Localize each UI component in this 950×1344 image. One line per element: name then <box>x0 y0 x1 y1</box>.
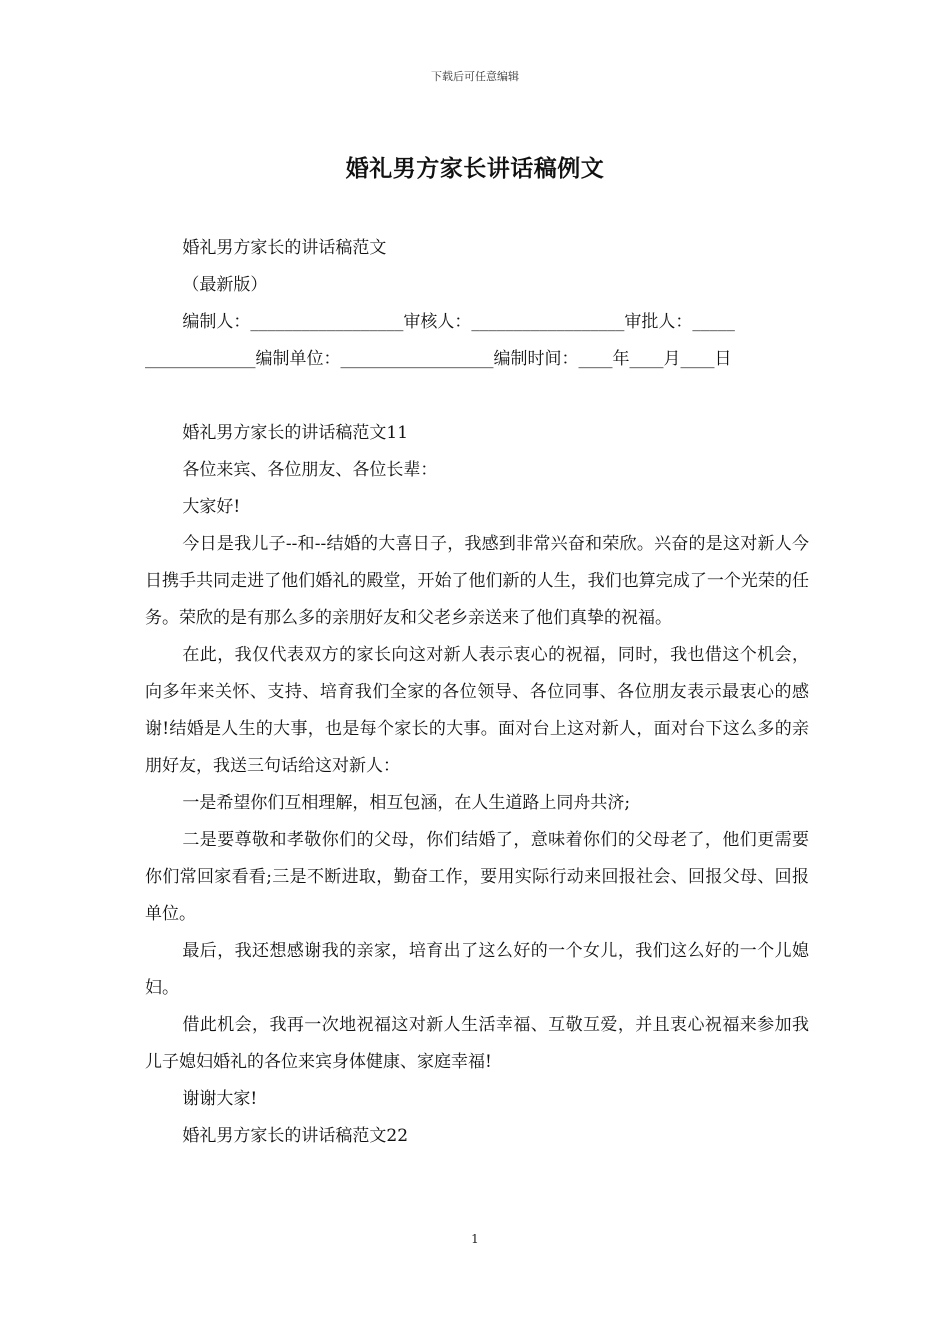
closing-paragraph: 谢谢大家! <box>182 1089 258 1109</box>
form-line-2: _____________编制单位：__________________编制时间：____年____月____日 <box>145 349 732 369</box>
blank-line <box>145 378 809 415</box>
page-header-note: 下载后可任意编辑 <box>431 70 519 83</box>
document-body <box>145 230 809 1155</box>
document-title: 婚礼男方家长讲话稿例文 <box>345 155 605 182</box>
salutation-paragraph: 各位来宾、各位朋友、各位长辈： <box>182 460 438 480</box>
greeting-paragraph: 大家好! <box>182 497 241 517</box>
edition-paragraph: （最新版） <box>182 275 268 295</box>
form-line-1: 编制人：__________________审核人：__________________审批人：_____ <box>182 312 735 332</box>
body-paragraph: 在此，我仅代表双方的家长向这对新人表示衷心的祝福，同时，我也借这个机会，向多年来关怀、支持、培育我们全家的各位领导、各位同事、各位朋友表示最衷心的感谢!结婚是人生的大事，也是每个家长的大事。面对台上这对新人，面对台下这么多的亲朋好友，我送三句话给这对新人： <box>145 645 809 776</box>
body-paragraph: 一是希望你们互相理解，相互包涵，在人生道路上同舟共济; <box>182 793 631 813</box>
section-heading-2: 婚礼男方家长的讲话稿范文22 <box>182 1126 409 1146</box>
section-heading-1: 婚礼男方家长的讲话稿范文11 <box>182 423 409 443</box>
body-paragraph: 借此机会，我再一次地祝福这对新人生活幸福、互敬互爱，并且衷心祝福来参加我儿子媳妇婚礼的各位来宾身体健康、家庭幸福! <box>145 1015 809 1072</box>
body-paragraph: 最后，我还想感谢我的亲家，培育出了这么好的一个女儿，我们这么好的一个儿媳妇。 <box>145 941 809 998</box>
body-paragraph: 二是要尊敬和孝敬你们的父母，你们结婚了，意味着你们的父母老了，他们更需要你们常回家看看;三是不断进取，勤奋工作，要用实际行动来回报社会、回报父母、回报单位。 <box>145 830 809 924</box>
page-number: 1 <box>471 1232 479 1246</box>
subtitle-paragraph: 婚礼男方家长的讲话稿范文 <box>182 238 387 258</box>
body-paragraph: 今日是我儿子--和--结婚的大喜日子，我感到非常兴奋和荣欣。兴奋的是这对新人今日携手共同走进了他们婚礼的殿堂，开始了他们新的人生，我们也算完成了一个光荣的任务。荣欣的是有那么多的亲朋好友和父老乡亲送来了他们真挚的祝福。 <box>145 534 809 628</box>
